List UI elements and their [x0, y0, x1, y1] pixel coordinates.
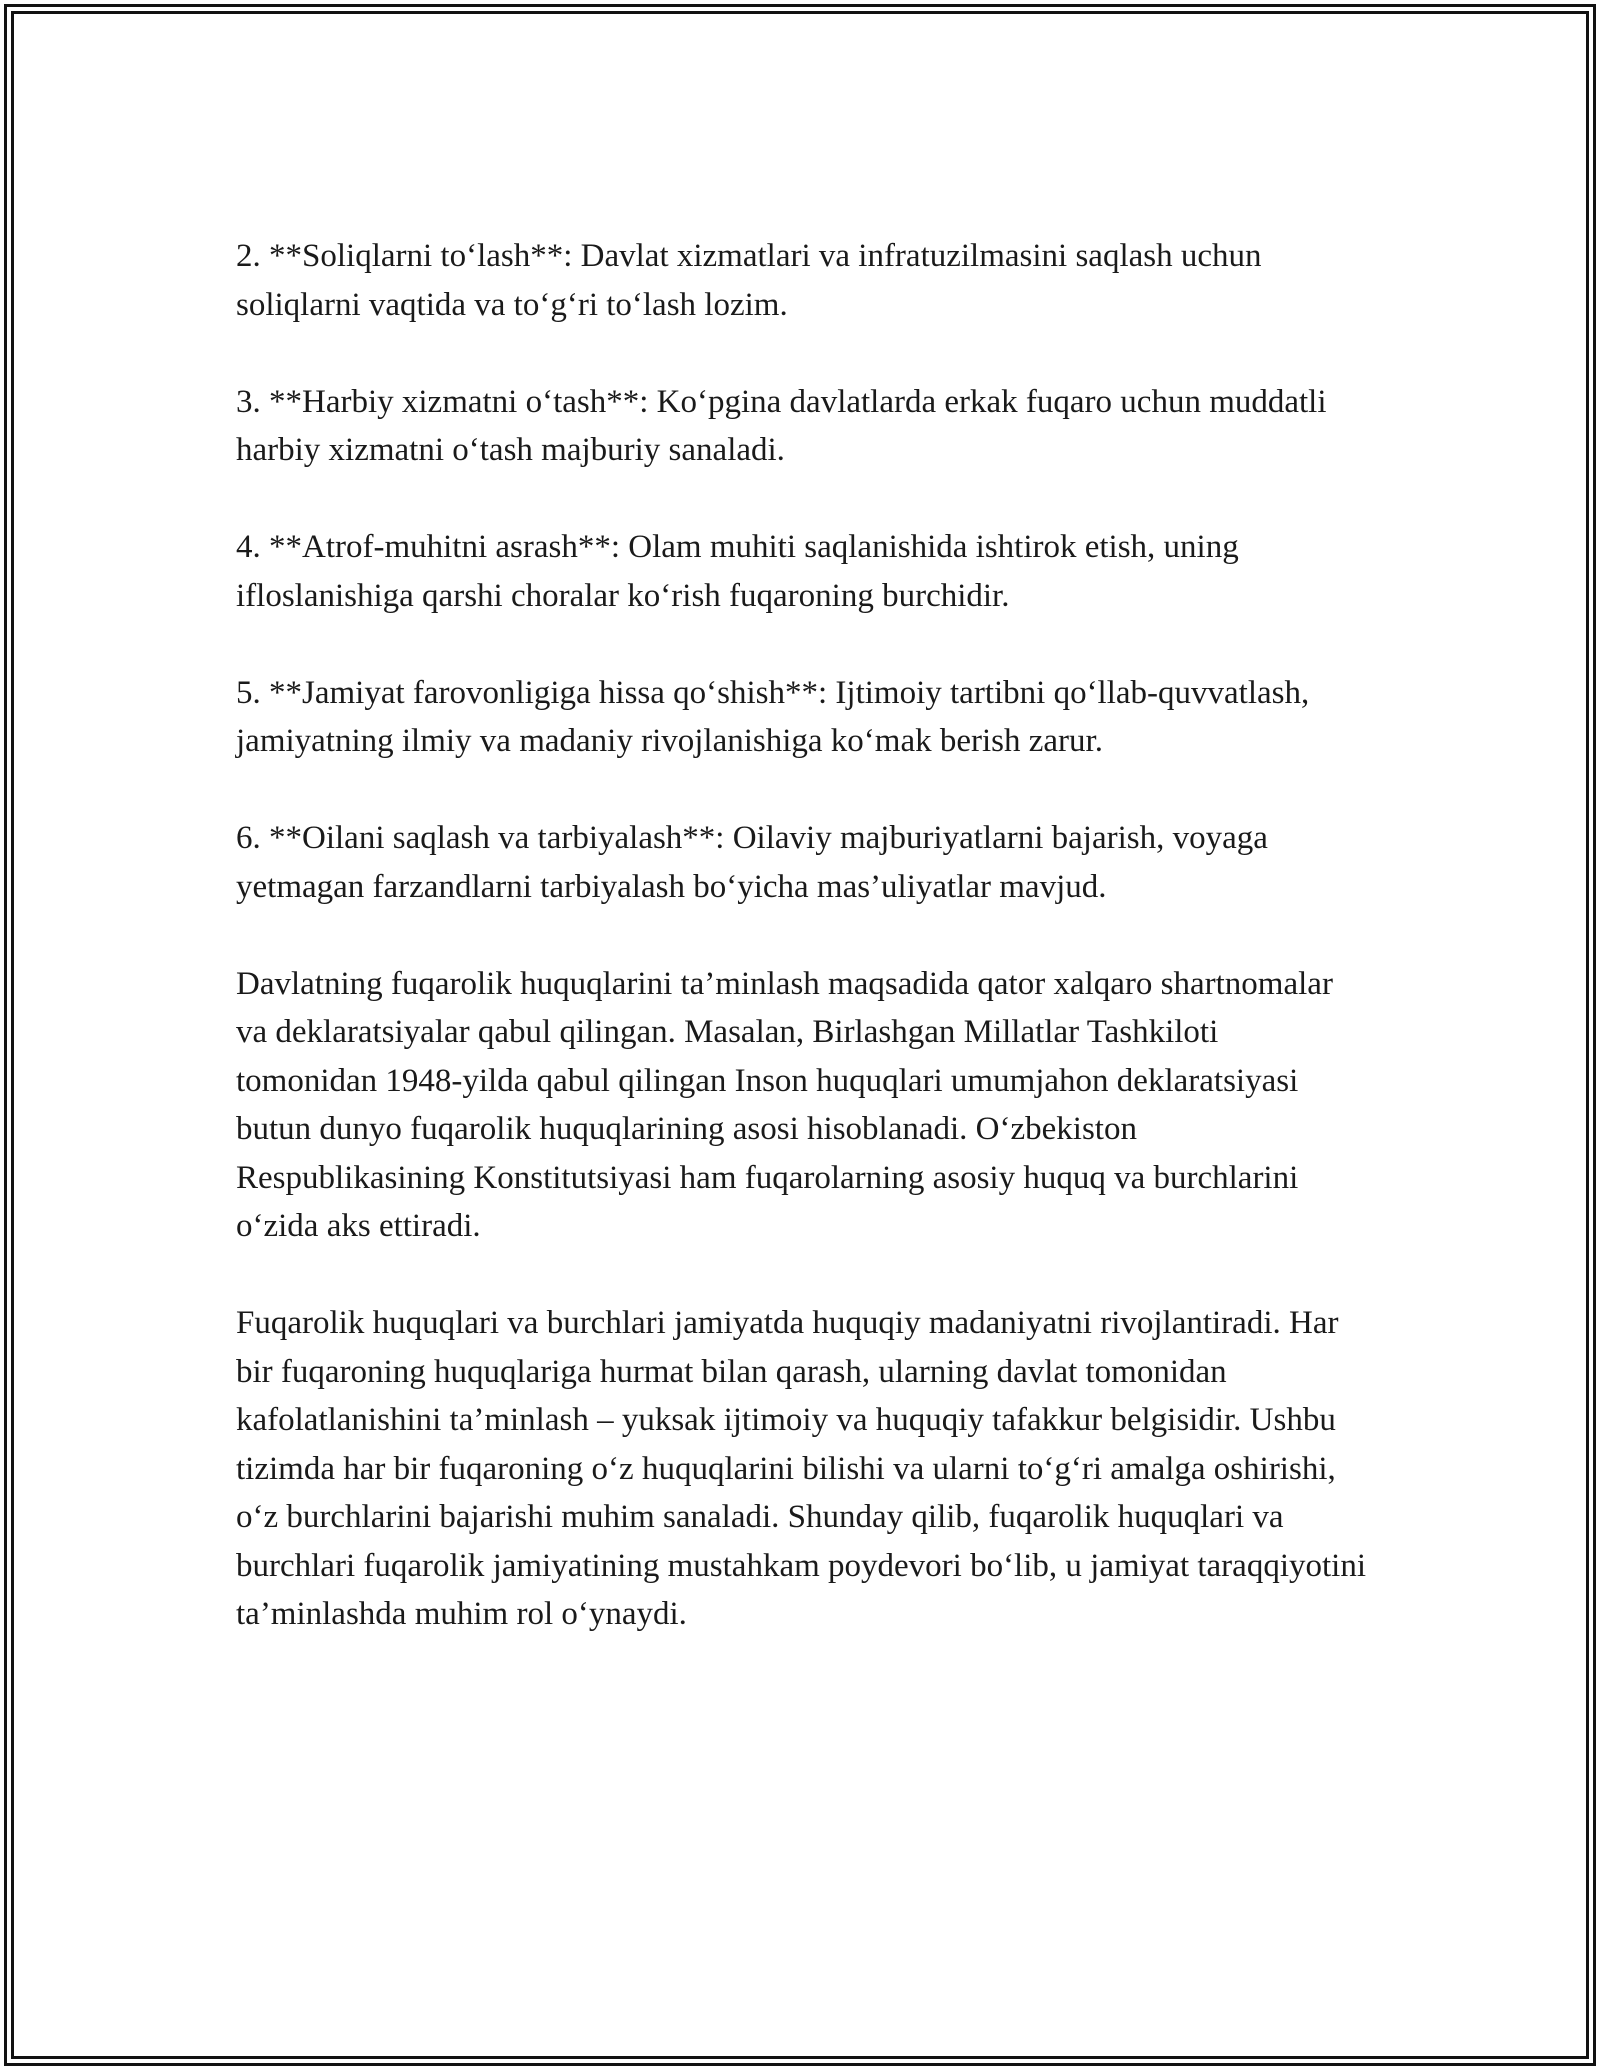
paragraph-item-2: 2. **Soliqlarni to‘lash**: Davlat xizmatlari va infratuzilmasini saqlash uchun soliqlarni vaqtida va to‘g‘ri to‘lash lozim. — [236, 238, 1262, 323]
paragraph-conclusion: Fuqarolik huquqlari va burchlari jamiyatda huquqiy madaniyatni rivojlantiradi. Har bir fuqaroning huquqlariga hurmat bilan qarash, ularning davlat tomonidan kafolatlanishini ta’minlash – yuksak ijtimoiy va huquqiy tafakkur belgisidir. Ushbu tizimda har bir fuqaroning o‘z huquqlarini bilishi va ularni to‘g‘ri amalga oshirishi, o‘z burchlarini bajarishi muhim sanaladi. Shunday qilib, fuqarolik huquqlari va burchlari fuqarolik jamiyatining mustahkam poydevori bo‘lib, u jamiyat taraqqiyotini ta’minlashda muhim rol o‘ynaydi. — [236, 1305, 1366, 1632]
paragraph-item-6: 6. **Oilani saqlash va tarbiyalash**: Oilaviy majburiyatlarni bajarish, voyaga yetmagan farzandlarni tarbiyalash bo‘yicha mas’uliyatlar mavjud. — [236, 820, 1268, 905]
paragraph-item-5: 5. **Jamiyat farovonligiga hissa qo‘shish**: Ijtimoiy tartibni qo‘llab-quvvatlash, jamiyatning ilmiy va madaniy rivojlanishiga ko‘mak berish zarur. — [236, 674, 1310, 759]
paragraph-international-documents: Davlatning fuqarolik huquqlarini ta’minlash maqsadida qator xalqaro shartnomalar va deklaratsiyalar qabul qilingan. Masalan, Birlashgan Millatlar Tashkiloti tomonidan 1948-yilda qabul qilingan Inson huquqlari umumjahon deklaratsiyasi butun dunyo fuqarolik huquqlarining asosi hisoblanadi. O‘zbekiston Respublikasining Konstitutsiyasi ham fuqarolarning asosiy huquq va burchlarini o‘zida aks ettiradi. — [236, 965, 1333, 1244]
paragraph-item-4: 4. **Atrof-muhitni asrash**: Olam muhiti saqlanishida ishtirok etish, uning ifloslanishiga qarshi choralar ko‘rish fuqaroning burchidir. — [236, 529, 1239, 614]
document-body — [236, 232, 1366, 1639]
paragraph-item-3: 3. **Harbiy xizmatni o‘tash**: Ko‘pgina davlatlarda erkak fuqaro uchun muddatli harbiy xizmatni o‘tash majburiy sanaladi. — [236, 383, 1327, 468]
